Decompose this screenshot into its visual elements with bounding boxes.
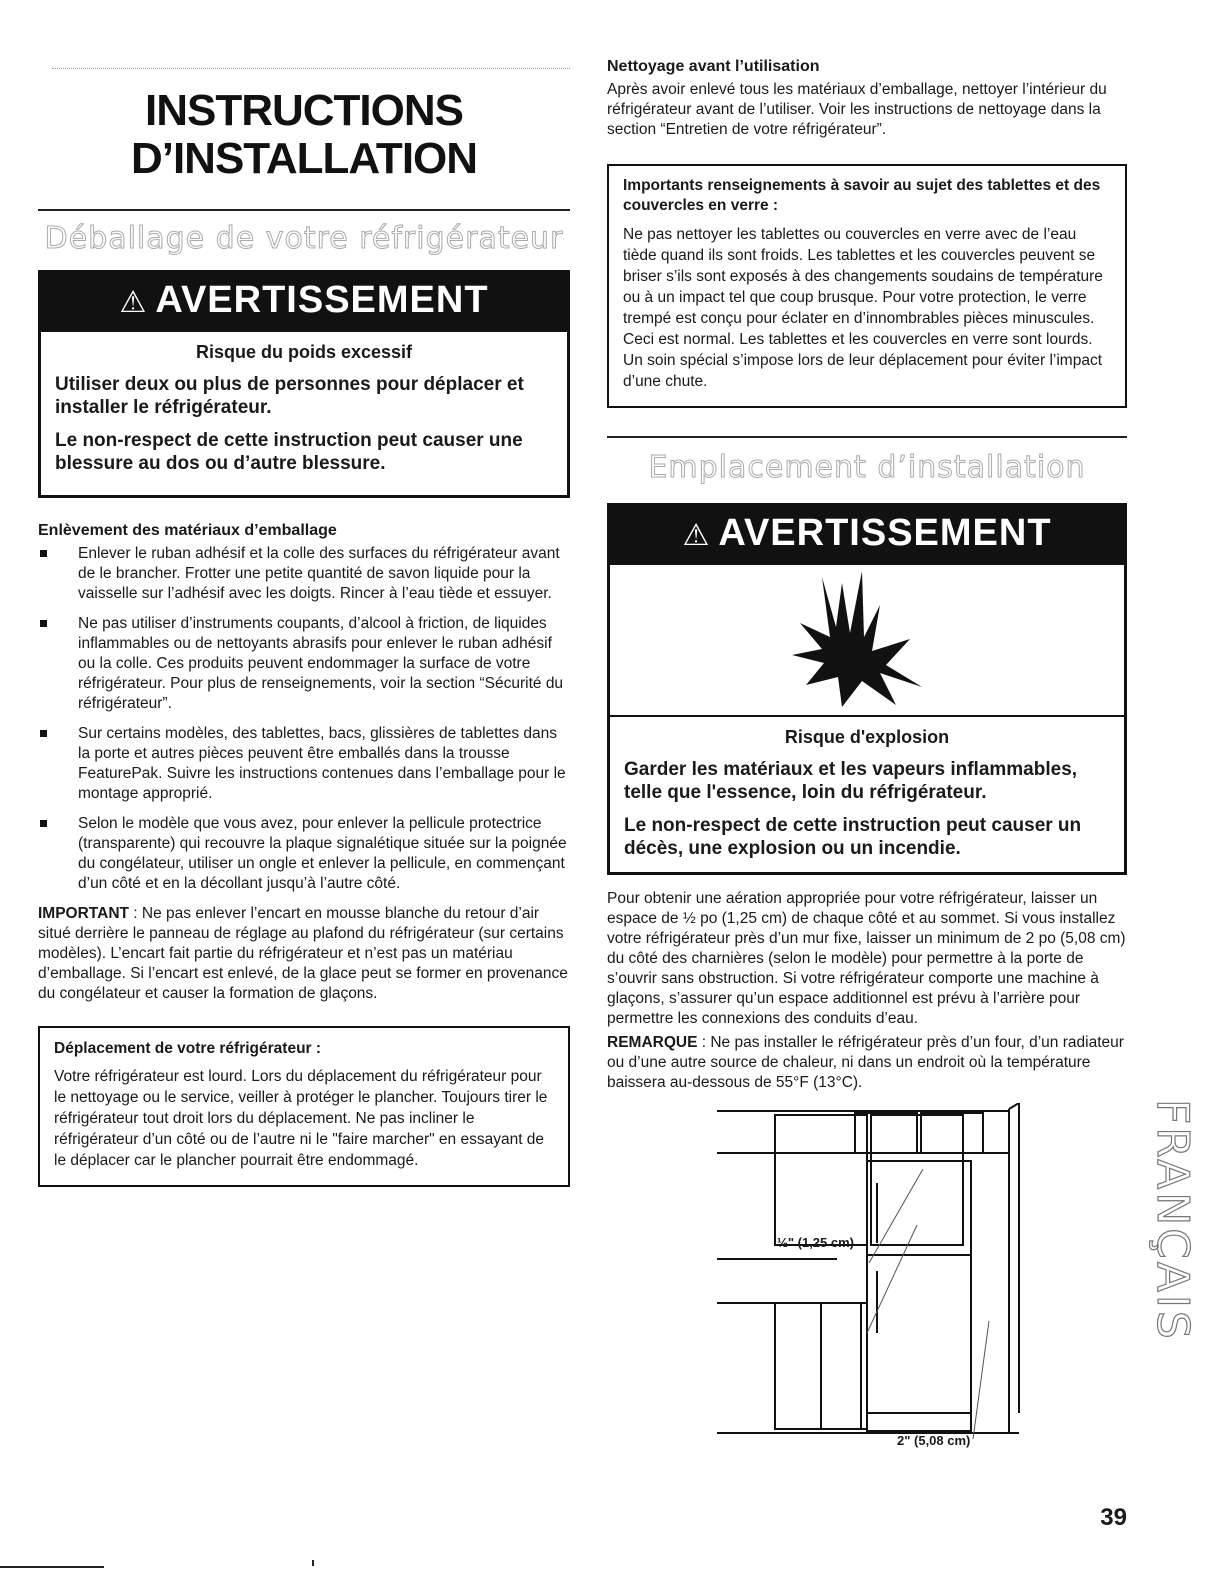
bullet-icon <box>40 550 47 557</box>
warning-line-2: Le non-respect de cette instruction peut causer une blessure au dos ou d’autre blessure. <box>55 430 523 474</box>
list-item: Selon le modèle que vous avez, pour enlever la pellicule protectrice (transparente) qui recouvre la plaque signalétique située sur la poignée du congélateur, utiliser un ongle et enlever la pellicule, en commençant d’un côté et en la décollant jusqu’à l’autre côté. <box>38 814 570 894</box>
moving-note-text: Votre réfrigérateur est lourd. Lors du déplacement du réfrigérateur pour le nettoyage ou le service, veiller à protéger le plancher. Toujours tirer le réfrigérateur tout droit lors du déplacement. Ne pas incliner le réfrigérateur d’un côté ou de l’autre ni le "faire marcher" en essayant de le déplacer car le plancher pourrait être endommagé. <box>54 1068 548 1169</box>
location-paragraph: Pour obtenir une aération appropriée pour votre réfrigérateur, laisser un espace de ½ po (1,25 cm) de chaque côté et au sommet. Si vous installez votre réfrigérateur près d’un mur fixe, laisser un minimum de 2 po (5,08 cm) du côté des charnières (selon le modèle) pour permettre à la porte de s’ouvrir sans obstruction. Si votre réfrigérateur comporte une machine à glaçons, s’assurer qu’un espace additionnel est prévu à l’arrière pour permettre les connexions des conduits d’eau. <box>607 890 1126 1027</box>
section-rule <box>607 436 1127 438</box>
list-item: Enlever le ruban adhésif et la colle des surfaces du réfrigérateur avant de le brancher. Frotter une petite quantité de savon liquide pour la vaisselle sur l’adhésif avec les doigts. Rincer à l’eau tiède et essuyer. <box>38 544 570 604</box>
warning-header <box>610 506 1124 565</box>
page-title <box>38 87 570 183</box>
refrigerator-clearance-diagram <box>717 1103 1137 1451</box>
warning-body <box>41 332 567 495</box>
bullet-icon <box>40 730 47 737</box>
removal-title: Enlèvement des matériaux d’emballage <box>38 522 337 539</box>
footer-tick <box>312 1560 314 1566</box>
page-number: 39 <box>1100 1504 1127 1531</box>
warning-header-label: AVERTISSEMENT <box>155 279 489 321</box>
cleaning-text: Après avoir enlevé tous les matériaux d’emballage, nettoyer l’intérieur du réfrigérateur avant de l’utiliser. Voir les instructions de nettoyage dans la section “Entretien de votre réfrigérateur”. <box>607 81 1107 138</box>
warning-header-label: AVERTISSEMENT <box>718 512 1052 554</box>
page-title-line1: INSTRUCTIONS <box>145 86 463 135</box>
clearance-label-half: ½" (1,25 cm) <box>777 1235 854 1250</box>
warning-triangle-icon: ⚠ <box>119 286 148 319</box>
removal-list <box>38 544 570 894</box>
list-item: Sur certains modèles, des tablettes, bacs, glissières de tablettes dans la porte et autres pièces peuvent être emballés dans la trousse FeaturePak. Suivre les instructions contenues dans l’emballage pour le montage approprié. <box>38 724 570 804</box>
right-column <box>607 58 1127 1451</box>
explosion-icon <box>610 565 1124 715</box>
important-paragraph <box>38 904 570 1004</box>
warning-body <box>610 717 1124 872</box>
remark-paragraph <box>607 1033 1127 1093</box>
warning-box-explosion <box>607 503 1127 875</box>
warning-subtitle: Risque d'explosion <box>784 727 950 747</box>
remark-text: : Ne pas installer le réfrigérateur près d’un four, d’un radiateur ou d’une autre source de chaleur, ni dans un endroit où la température baissera au-dessous de 55°F (13°C). <box>607 1034 1124 1091</box>
top-dotted-rule <box>52 68 570 83</box>
remark-label: REMARQUE <box>607 1034 698 1051</box>
page-title-line2: D’INSTALLATION <box>130 134 478 183</box>
moving-note-box <box>38 1026 570 1187</box>
warning-box-weight <box>38 270 570 498</box>
important-text: : Ne pas enlever l’encart en mousse blanche du retour d’air situé derrière le panneau de réglage au plafond du réfrigérateur (sur certains modèles). L’encart fait partie du réfrigérateur et n’est pas un matériau d’emballage. Si l’encart est enlevé, de la glace peut se former en provenance du congélateur et causer la formation de glaçons. <box>38 905 568 1002</box>
section-heading-location: Emplacement d’installation <box>648 450 1086 485</box>
bullet-icon <box>40 820 47 827</box>
warning-triangle-icon: ⚠ <box>682 519 711 552</box>
glass-note-box <box>607 164 1127 408</box>
list-item: Ne pas utiliser d’instruments coupants, d’alcool à friction, de liquides inflammables ou de nettoyants abrasifs pour enlever le ruban adhésif ou la colle. Ces produits peuvent endommager la surface de votre réfrigérateur. Pour plus de renseignements, voir la section “Sécurité du réfrigérateur”. <box>38 614 570 714</box>
installation-figure <box>717 1103 1137 1451</box>
warning-header <box>41 273 567 332</box>
glass-note-title: Importants renseignements à savoir au sujet des tablettes et des couvercles en verre : <box>623 177 1101 214</box>
left-column <box>38 58 570 1187</box>
warning-subtitle: Risque du poids excessif <box>195 342 413 362</box>
warning-line-2: Le non-respect de cette instruction peut causer un décès, une explosion ou un incendie. <box>624 815 1082 859</box>
moving-note-title: Déplacement de votre réfrigérateur : <box>54 1040 322 1057</box>
footer-rule <box>0 1566 104 1568</box>
important-label: IMPORTANT <box>38 905 129 922</box>
warning-line-1: Garder les matériaux et les vapeurs inflammables, telle que l'essence, loin du réfrigérateur. <box>624 759 1078 803</box>
explosion-illustration <box>610 565 1124 717</box>
warning-line-1: Utiliser deux ou plus de personnes pour déplacer et installer le réfrigérateur. <box>55 374 524 418</box>
cleaning-title: Nettoyage avant l’utilisation <box>607 58 820 75</box>
clearance-label-two: 2" (5,08 cm) <box>897 1433 971 1448</box>
glass-note-text: Ne pas nettoyer les tablettes ou couvercles en verre avec de l’eau tiède quand ils sont froids. Les tablettes et les couvercles peuvent se briser s’ils sont exposés à des changements soudains de température ou à un impact tel que coup brusque. Pour votre protection, le verre trempé est conçu pour éclater en d’innombrables pièces minuscules. Ceci est normal. Les tablettes et les couvercles en verre sont lourds. Un soin spécial s’impose lors de leur déplacement pour éviter l’impact d’une chute. <box>623 226 1103 390</box>
language-side-tab: FRANÇAIS <box>1147 1098 1198 1342</box>
bullet-icon <box>40 620 47 627</box>
section-heading-unpacking: Déballage de votre réfrigérateur <box>44 221 564 256</box>
section-rule <box>38 209 570 211</box>
